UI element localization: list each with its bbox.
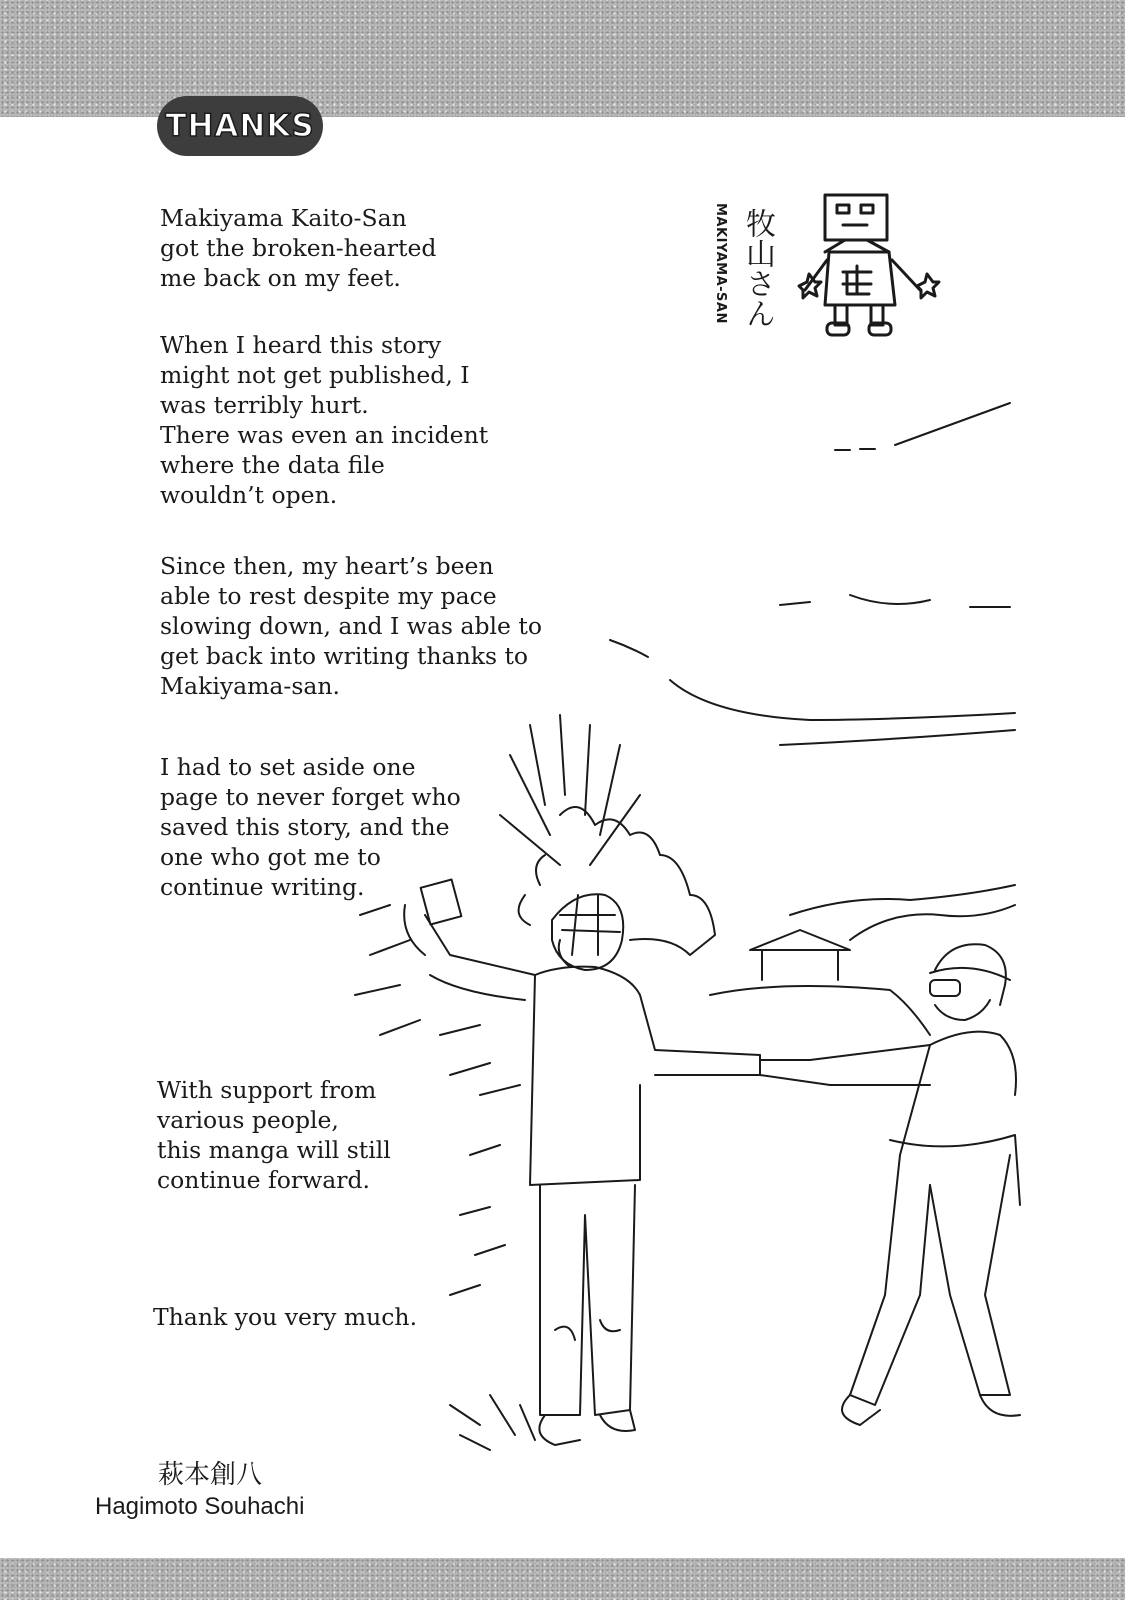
paragraph-5: With support from various people, this manga will still continue forward. bbox=[157, 1076, 391, 1194]
screentone-bottom-border bbox=[0, 1558, 1125, 1600]
signature-japanese: 萩本創八 bbox=[158, 1460, 263, 1490]
character-label-romaji: MAKIYAMA-SAN bbox=[713, 203, 728, 324]
thanks-heading: THANKS bbox=[165, 108, 315, 144]
screentone-top-border bbox=[0, 0, 1125, 117]
paragraph-4: I had to set aside one page to never forget who saved this story, and the one who got me to continue writing. bbox=[160, 753, 461, 901]
paragraph-1: Makiyama Kaito-San got the broken-hearted me back on my feet. bbox=[160, 204, 437, 292]
thanks-heading-badge bbox=[157, 96, 323, 156]
character-label-japanese: 牧山さん bbox=[740, 208, 775, 328]
robot-doodle-icon bbox=[795, 190, 970, 350]
paragraph-2: When I heard this story might not get published, I was terribly hurt. There was even an incident where the data file wouldn’t open. bbox=[160, 331, 489, 509]
signature-romaji: Hagimoto Souhachi bbox=[95, 1493, 305, 1520]
paragraph-6: Thank you very much. bbox=[153, 1303, 418, 1331]
handshake-scene-illustration bbox=[330, 395, 1040, 1475]
paragraph-3: Since then, my heart’s been able to rest despite my pace slowing down, and I was able to get back into writing thanks to Makiyama-san. bbox=[160, 552, 542, 700]
